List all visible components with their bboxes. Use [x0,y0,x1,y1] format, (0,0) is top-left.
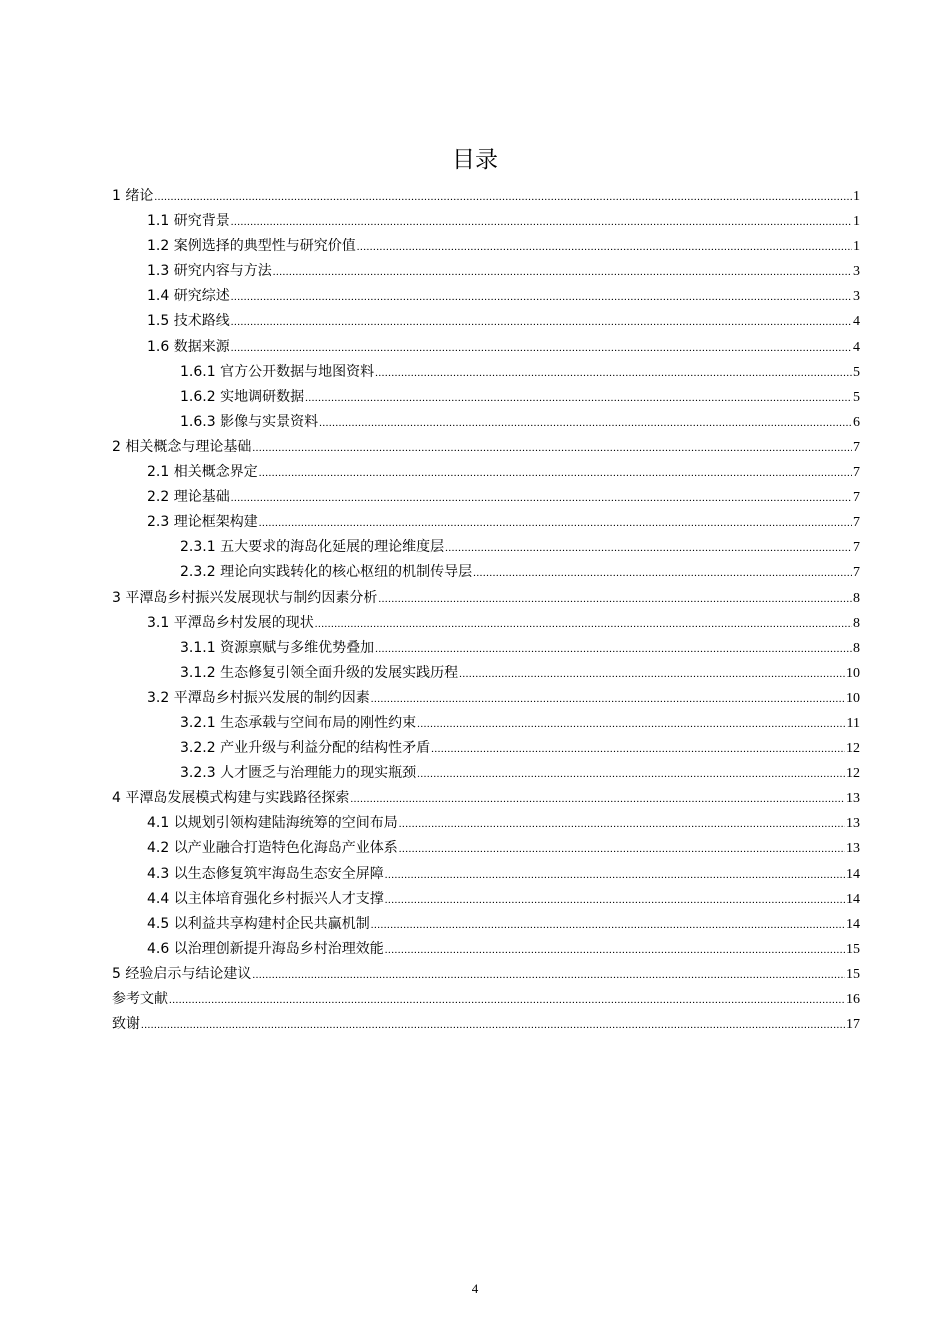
toc-entry-text: 2 相关概念与理论基础 [112,438,252,455]
toc-entry-page: 14 [846,891,860,907]
toc-dot-leader [141,1013,845,1038]
toc-entry-page: 11 [846,715,860,731]
toc-entry-page: 14 [846,866,860,882]
toc-dot-leader [231,285,852,310]
toc-entry-text: 1.2 案例选择的典型性与研究价值 [147,238,356,255]
toc-entry[interactable] [112,385,860,410]
toc-entry[interactable] [112,309,860,334]
toc-entry-page: 7 [853,565,860,581]
toc-entry[interactable] [112,736,860,761]
toc-entry-text: 1.3 研究内容与方法 [147,263,272,280]
toc-dot-leader [252,963,845,988]
toc-entry-page: 13 [846,791,860,807]
toc-entry-page: 7 [853,439,860,455]
toc-entry-page: 7 [853,465,860,481]
toc-entry-text: 4.5 以利益共享构建村企民共赢机制 [147,915,370,932]
toc-entry-text: 3.2.3 人才匮乏与治理能力的现实瓶颈 [180,765,417,782]
toc-entry-page: 7 [853,540,860,556]
toc-dot-leader [350,787,845,812]
toc-dot-leader [231,486,852,511]
toc-entry[interactable] [112,184,860,209]
toc-dot-leader [259,511,852,536]
toc-entry-text: 2.3.1 五大要求的海岛化延展的理论维度层 [180,539,445,556]
toc-entry-text: 1.6.1 官方公开数据与地图资料 [180,363,375,380]
toc-entry-text: 4.6 以治理创新提升海岛乡村治理效能 [147,940,384,957]
toc-entry-page: 3 [853,289,860,305]
toc-entry-page: 4 [853,314,860,330]
toc-entry-text: 3.2 平潭岛乡村振兴发展的制约因素 [147,689,370,706]
toc-entry-page: 10 [846,665,860,681]
toc-entry[interactable] [112,410,860,435]
toc-entry[interactable] [112,786,860,811]
toc-entry-text: 5 经验启示与结论建议 [112,965,252,982]
toc-entry[interactable] [112,937,860,962]
toc-dot-leader [378,587,852,612]
toc-dot-leader [473,561,852,586]
toc-entry[interactable] [112,360,860,385]
toc-entry-text: 3 平潭岛乡村振兴发展现状与制约因素分析 [112,589,378,606]
toc-entry-page: 6 [853,414,860,430]
toc-entry-text: 2.3.2 理论向实践转化的核心枢纽的机制传导层 [180,564,473,581]
toc-entry[interactable] [112,811,860,836]
toc-dot-leader [375,361,852,386]
toc-entry-text: 致谢 [112,1016,140,1033]
toc-entry-text: 2.1 相关概念界定 [147,464,258,481]
toc-entry[interactable] [112,234,860,259]
toc-entry[interactable] [112,485,860,510]
toc-entry-page: 13 [846,816,860,832]
toc-entry-page: 7 [853,515,860,531]
toc-entry[interactable] [112,711,860,736]
toc-entry-page: 15 [846,941,860,957]
toc-entry-text: 2.3 理论框架构建 [147,514,258,531]
toc-entry-page: 5 [853,364,860,380]
toc-entry[interactable] [112,987,860,1012]
toc-entry[interactable] [112,284,860,309]
toc-entry[interactable] [112,209,860,234]
toc-entry-text: 4 平潭岛发展模式构建与实践路径探索 [112,790,350,807]
toc-entry-text: 3.2.2 产业升级与利益分配的结构性矛盾 [180,740,431,757]
toc-entry-page: 12 [846,741,860,757]
toc-dot-leader [154,185,852,210]
toc-entry[interactable] [112,887,860,912]
toc-entry[interactable] [112,435,860,460]
toc-entry[interactable] [112,862,860,887]
toc-entry[interactable] [112,1012,860,1037]
toc-entry[interactable] [112,510,860,535]
toc-dot-leader [231,336,852,361]
toc-entry-text: 1.6.3 影像与实景资料 [180,413,319,430]
toc-entry[interactable] [112,636,860,661]
toc-entry[interactable] [112,259,860,284]
toc-entry-page: 3 [853,264,860,280]
toc-entry-page: 1 [853,214,860,230]
toc-entry[interactable] [112,611,860,636]
toc-dot-leader [305,386,852,411]
toc-dot-leader [375,637,852,662]
toc-entry-page: 16 [846,992,860,1007]
toc-dot-leader [169,988,845,1013]
toc-dot-leader [417,762,845,787]
toc-dot-leader [385,888,845,913]
toc-entry-page: 17 [846,1017,860,1033]
toc-entry[interactable] [112,836,860,861]
toc-entry-text: 参考文献 [112,991,168,1007]
toc-dot-leader [385,938,845,963]
toc-entry-text: 3.1.2 生态修复引领全面升级的发展实践历程 [180,664,459,681]
toc-entry-text: 3.2.1 生态承载与空间布局的刚性约束 [180,714,417,731]
toc-entry-page: 7 [853,490,860,506]
toc-entry-page: 12 [846,766,860,782]
toc-entry-page: 4 [853,339,860,355]
toc-entry[interactable] [112,586,860,611]
toc-entry-text: 4.1 以规划引领构建陆海统筹的空间布局 [147,815,398,832]
toc-dot-leader [259,461,852,486]
toc-entry[interactable] [112,761,860,786]
toc-dot-leader [252,436,852,461]
toc-dot-leader [445,536,852,561]
toc-entry[interactable] [112,962,860,987]
toc-entry-text: 1 绪论 [112,188,154,204]
toc-dot-leader [417,712,845,737]
toc-entry[interactable] [112,912,860,937]
page-number: 4 [471,1281,479,1296]
toc-entry-page: 8 [853,640,860,656]
toc-entry-text: 1.1 研究背景 [147,213,230,230]
toc-entry-page: 13 [846,841,860,857]
toc-entry-page: 1 [853,239,860,255]
toc-dot-leader [231,210,852,235]
toc-dot-leader [385,863,845,888]
toc-entry-text: 3.1 平潭岛乡村发展的现状 [147,614,314,631]
toc-dot-leader [371,913,845,938]
toc-entry[interactable] [112,661,860,686]
toc-dot-leader [431,737,845,762]
toc-entry-text: 4.4 以主体培育强化乡村振兴人才支撑 [147,890,384,907]
toc-entry-page: 8 [853,590,860,606]
table-of-contents [112,184,860,1037]
toc-entry-text: 1.5 技术路线 [147,313,230,330]
toc-entry[interactable] [112,535,860,560]
toc-dot-leader [399,837,845,862]
toc-entry-text: 3.1.1 资源禀赋与多维优势叠加 [180,639,375,656]
toc-entry-text: 2.2 理论基础 [147,489,230,506]
toc-entry[interactable] [112,460,860,485]
toc-dot-leader [357,235,852,260]
toc-entry-text: 1.4 研究综述 [147,288,230,305]
toc-entry-text: 4.3 以生态修复筑牢海岛生态安全屏障 [147,865,384,882]
toc-dot-leader [319,411,852,436]
toc-dot-leader [315,612,852,637]
toc-entry-page: 10 [846,690,860,706]
toc-dot-leader [371,687,845,712]
toc-entry[interactable] [112,335,860,360]
toc-title: 目录 [452,147,498,173]
toc-entry-text: 1.6 数据来源 [147,338,230,355]
toc-entry-text: 4.2 以产业融合打造特色化海岛产业体系 [147,840,398,857]
toc-dot-leader [459,662,845,687]
toc-dot-leader [273,260,852,285]
toc-entry-text: 1.6.2 实地调研数据 [180,388,305,405]
toc-entry-page: 8 [853,615,860,631]
toc-dot-leader [399,812,845,837]
toc-entry-page: 5 [853,389,860,405]
toc-entry-page: 14 [846,916,860,932]
toc-entry[interactable] [112,560,860,585]
toc-entry[interactable] [112,686,860,711]
toc-entry-page: 15 [846,966,860,982]
toc-dot-leader [231,310,852,335]
toc-entry-page: 1 [853,189,860,204]
